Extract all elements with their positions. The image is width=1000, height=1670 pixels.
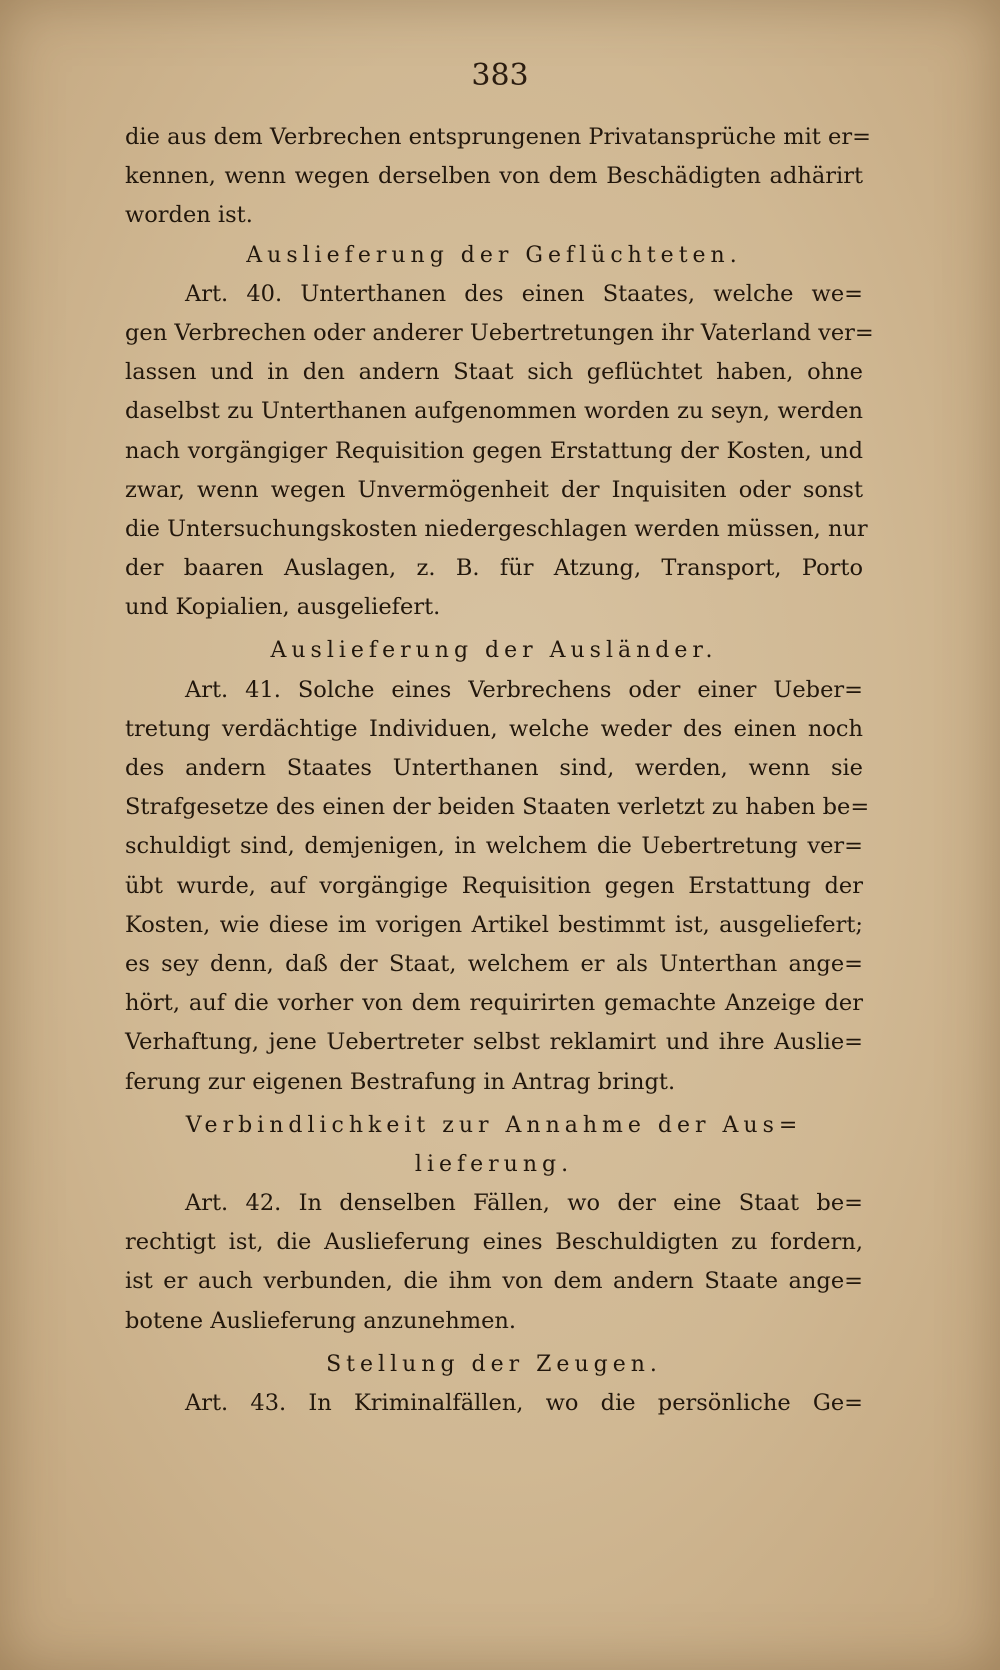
text-line: die aus dem Verbrechen entsprungenen Privatansprüche mit er=: [125, 124, 871, 150]
section-heading: Stellung der Zeugen.: [326, 1351, 662, 1377]
text-line: und Kopialien, ausgeliefert.: [125, 594, 441, 621]
text-line: daselbst zu Unterthanen aufgenommen worden zu seyn, werden: [125, 398, 863, 425]
text-line: Verhaftung, jene Uebertreter selbst reklamirt und ihre Auslie=: [125, 1029, 863, 1056]
section-heading: Auslieferung der Geflüchteten.: [246, 242, 742, 268]
text-line: schuldigt sind, demjenigen, in welchem die Uebertretung ver=: [125, 833, 863, 860]
page-text: [125, 118, 874, 1423]
section-heading: Auslieferung der Ausländer.: [270, 638, 718, 664]
text-line: botene Auslieferung anzunehmen.: [125, 1307, 517, 1334]
section-heading: Verbindlichkeit zur Annahme der Aus=: [185, 1112, 803, 1138]
text-line: worden ist.: [125, 202, 253, 229]
text-line: die Untersuchungskosten niedergeschlagen werden müssen, nur: [125, 515, 868, 542]
text-line: Kosten, wie diese im vorigen Artikel bestimmt ist, ausgeliefert;: [125, 911, 863, 938]
text-line: rechtigt ist, die Auslieferung eines Beschuldigten zu fordern,: [125, 1229, 863, 1256]
text-line: tretung verdächtige Individuen, welche weder des einen noch: [125, 715, 863, 742]
text-line: übt wurde, auf vorgängige Requisition gegen Erstattung der: [125, 872, 863, 899]
text-line: Strafgesetze des einen der beiden Staaten verletzt zu haben be=: [125, 794, 870, 821]
text-line: kennen, wenn wegen derselben von dem Beschädigten adhärirt: [125, 163, 863, 190]
text-line: ferung zur eigenen Bestrafung in Antrag bringt.: [125, 1068, 676, 1095]
text-line: Art. 43. In Kriminalfällen, wo die persönliche Ge=: [185, 1390, 863, 1416]
text-line: hört, auf die vorher von dem requirirten gemachte Anzeige der: [125, 990, 863, 1017]
text-line: Art. 42. In denselben Fällen, wo der eine Staat be=: [185, 1190, 863, 1217]
section-heading-continuation: lieferung.: [414, 1151, 574, 1177]
text-line: Art. 40. Unterthanen des einen Staates, welche we=: [185, 280, 863, 307]
text-line: nach vorgängiger Requisition gegen Erstattung der Kosten, und: [125, 437, 863, 464]
text-line: Art. 41. Solche eines Verbrechens oder einer Ueber=: [185, 676, 863, 703]
text-line: ist er auch verbunden, die ihm von dem andern Staate ange=: [125, 1268, 863, 1295]
text-line: es sey denn, daß der Staat, welchem er als Unterthan ange=: [125, 950, 863, 977]
text-line: lassen und in den andern Staat sich geflüchtet haben, ohne: [125, 359, 863, 386]
text-line: der baaren Auslagen, z. B. für Atzung, Transport, Porto: [125, 555, 863, 582]
text-line: des andern Staates Unterthanen sind, werden, wenn sie: [125, 755, 863, 781]
text-line: gen Verbrechen oder anderer Uebertretungen ihr Vaterland ver=: [125, 319, 874, 346]
page-number: 383: [471, 58, 529, 93]
text-line: zwar, wenn wegen Unvermögenheit der Inquisiten oder sonst: [125, 476, 863, 503]
